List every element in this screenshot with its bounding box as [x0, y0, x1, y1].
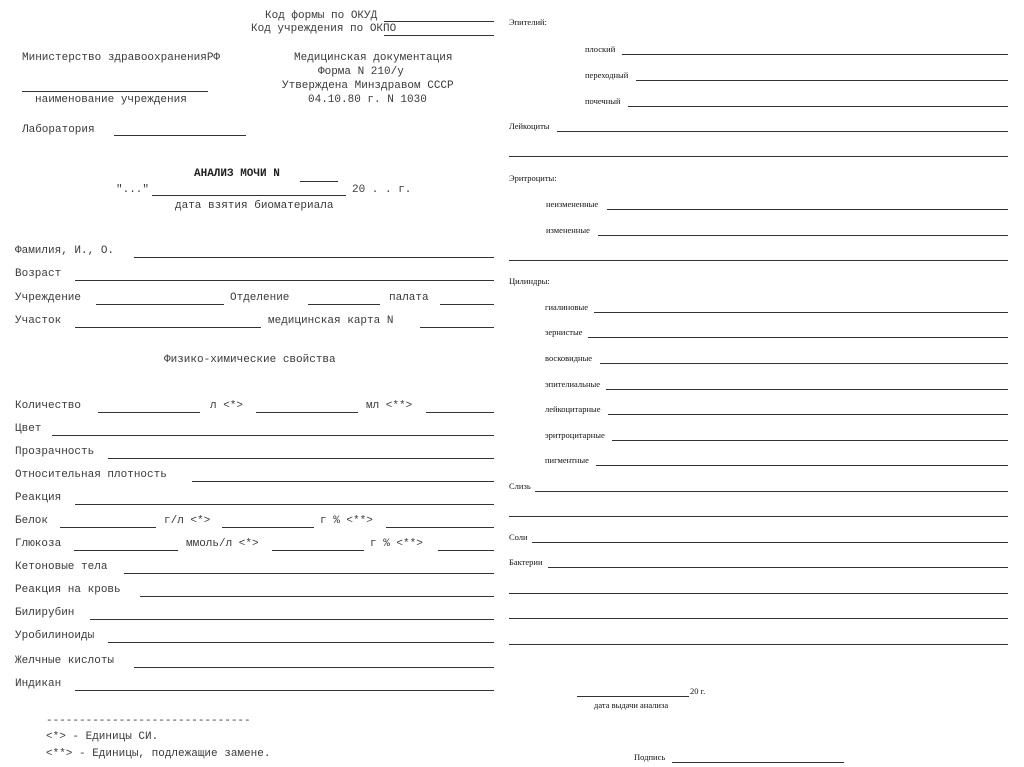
changed-field[interactable]: [598, 235, 1008, 236]
erythrocytes-extra-field[interactable]: [509, 260, 1008, 261]
renal-label: почечный: [585, 96, 621, 106]
erythrocytes-label: Эритроциты:: [509, 173, 557, 183]
name-label: Фамилия, И., О.: [15, 245, 115, 257]
waxy-label: восковидные: [545, 353, 593, 363]
institution-field[interactable]: [22, 91, 208, 92]
protein-label: Белок: [15, 515, 49, 527]
density-field[interactable]: [192, 481, 494, 482]
patient-institution-field[interactable]: [96, 304, 224, 305]
ministry-label: Министерство здравоохраненияРФ: [22, 52, 221, 64]
quantity-unit-si: л <*>: [210, 400, 244, 412]
leukocytic-label: лейкоцитарные: [545, 404, 601, 414]
epithelium-label: Эпителий:: [509, 17, 547, 27]
okpo-field[interactable]: [384, 35, 494, 36]
leukocytes-label: Лейкоциты: [509, 121, 550, 131]
granular-field[interactable]: [588, 337, 1008, 338]
issue-year: 20 г.: [690, 686, 706, 696]
bacteria-extra-field-2[interactable]: [509, 618, 1008, 619]
waxy-field[interactable]: [600, 363, 1008, 364]
epithelial-field[interactable]: [606, 389, 1008, 390]
bile-acids-field[interactable]: [134, 667, 494, 668]
district-field[interactable]: [75, 327, 261, 328]
issue-date-field[interactable]: [577, 696, 689, 697]
reaction-field[interactable]: [75, 504, 494, 505]
okpo-label: Код учреждения по ОКПО: [251, 23, 397, 35]
protein-unit-old: г % <**>: [320, 515, 373, 527]
bile-acids-label: Желчные кислоты: [15, 655, 115, 667]
pigmented-field[interactable]: [596, 465, 1008, 466]
reaction-label: Реакция: [15, 492, 62, 504]
salts-label: Соли: [509, 532, 528, 542]
mucus-extra-field[interactable]: [509, 516, 1008, 517]
unchanged-field[interactable]: [607, 209, 1008, 210]
erythrocytic-label: эритроцитарные: [545, 430, 605, 440]
leukocytes-field[interactable]: [557, 131, 1008, 132]
institution-caption: наименование учреждения: [35, 94, 187, 106]
leukocytic-field[interactable]: [608, 414, 1008, 415]
hyaline-label: гиалиновые: [545, 302, 588, 312]
bacteria-field[interactable]: [548, 567, 1008, 568]
salts-field[interactable]: [532, 542, 1008, 543]
indican-field[interactable]: [75, 690, 494, 691]
renal-field[interactable]: [628, 106, 1008, 107]
med-doc-label: Медицинская документация: [294, 52, 453, 64]
collection-date-field[interactable]: [152, 195, 346, 196]
okud-label: Код формы по ОКУД: [265, 10, 378, 22]
physchem-heading: Физико-химические свойства: [164, 354, 336, 366]
protein-old-field[interactable]: [222, 527, 314, 528]
footnote-divider: -------------------------------: [46, 715, 251, 727]
flat-field[interactable]: [622, 54, 1008, 55]
ketones-label: Кетоновые тела: [15, 561, 108, 573]
med-card-label: медицинская карта N: [268, 315, 394, 327]
color-label: Цвет: [15, 423, 42, 435]
laboratory-field[interactable]: [114, 135, 246, 136]
analysis-number-field[interactable]: [300, 181, 338, 182]
transitional-label: переходный: [585, 70, 629, 80]
department-field[interactable]: [308, 304, 380, 305]
bacteria-extra-field-1[interactable]: [509, 593, 1008, 594]
form-number-label: Форма N 210/у: [318, 66, 404, 78]
name-field[interactable]: [134, 257, 494, 258]
hyaline-field[interactable]: [594, 312, 1008, 313]
bilirubin-field[interactable]: [90, 619, 494, 620]
ward-label: палата: [389, 292, 429, 304]
analysis-title: АНАЛИЗ МОЧИ N: [194, 168, 280, 180]
glucose-unit-si: ммоль/л <*>: [186, 538, 259, 550]
cylinders-label: Цилиндры:: [509, 276, 550, 286]
ketones-field[interactable]: [124, 573, 494, 574]
mucus-label: Слизь: [509, 481, 531, 491]
leukocytes-extra-field[interactable]: [509, 156, 1008, 157]
laboratory-label: Лаборатория: [22, 124, 95, 136]
signature-label: Подпись: [634, 752, 666, 762]
med-card-field[interactable]: [420, 327, 494, 328]
age-label: Возраст: [15, 268, 62, 280]
district-label: Участок: [15, 315, 62, 327]
pigmented-label: пигментные: [545, 455, 589, 465]
transitional-field[interactable]: [636, 80, 1008, 81]
color-field[interactable]: [52, 435, 494, 436]
granular-label: зернистые: [545, 327, 583, 337]
signature-field[interactable]: [672, 762, 844, 763]
flat-label: плоский: [585, 44, 616, 54]
age-field[interactable]: [75, 280, 494, 281]
quantity-extra-field[interactable]: [426, 412, 494, 413]
quantity-label: Количество: [15, 400, 82, 412]
urobilinoids-field[interactable]: [108, 642, 494, 643]
glucose-label: Глюкоза: [15, 538, 62, 550]
glucose-old-field[interactable]: [272, 550, 364, 551]
quantity-ml-field[interactable]: [256, 412, 358, 413]
transparency-label: Прозрачность: [15, 446, 95, 458]
bacteria-label: Бактерии: [509, 557, 543, 567]
unchanged-label: неизмененные: [546, 199, 599, 209]
density-label: Относительная плотность: [15, 469, 167, 481]
department-label: Отделение: [230, 292, 290, 304]
bilirubin-label: Билирубин: [15, 607, 75, 619]
glucose-si-field[interactable]: [74, 550, 178, 551]
date-year: 20 . . г.: [352, 184, 412, 196]
approved-label: Утверждена Минздравом СССР: [282, 80, 454, 92]
protein-si-field[interactable]: [60, 527, 156, 528]
indican-label: Индикан: [15, 678, 62, 690]
glucose-unit-old: г % <**>: [370, 538, 423, 550]
blood-reaction-label: Реакция на кровь: [15, 584, 121, 596]
ward-field[interactable]: [440, 304, 494, 305]
erythrocytic-field[interactable]: [612, 440, 1008, 441]
changed-label: измененные: [546, 225, 590, 235]
date-quote: "...": [116, 184, 150, 196]
date-caption: дата взятия биоматериала: [175, 200, 334, 212]
okud-field[interactable]: [384, 21, 494, 22]
epithelial-label: эпителиальные: [545, 379, 601, 389]
quantity-l-field[interactable]: [98, 412, 200, 413]
protein-extra-field[interactable]: [386, 527, 494, 528]
transparency-field[interactable]: [108, 458, 494, 459]
institution-row-label: Учреждение: [15, 292, 82, 304]
mucus-field[interactable]: [535, 491, 1008, 492]
protein-unit-si: г/л <*>: [164, 515, 211, 527]
quantity-unit-old: мл <**>: [366, 400, 413, 412]
urobilinoids-label: Уробилиноиды: [15, 630, 95, 642]
approval-date-label: 04.10.80 г. N 1030: [308, 94, 427, 106]
issue-date-caption: дата выдачи анализа: [594, 700, 669, 710]
glucose-extra-field[interactable]: [438, 550, 494, 551]
footnote-replace: <**> - Единицы, подлежащие замене.: [46, 748, 271, 760]
blood-reaction-field[interactable]: [140, 596, 494, 597]
footnote-si: <*> - Единицы СИ.: [46, 731, 159, 743]
bacteria-extra-field-3[interactable]: [509, 644, 1008, 645]
